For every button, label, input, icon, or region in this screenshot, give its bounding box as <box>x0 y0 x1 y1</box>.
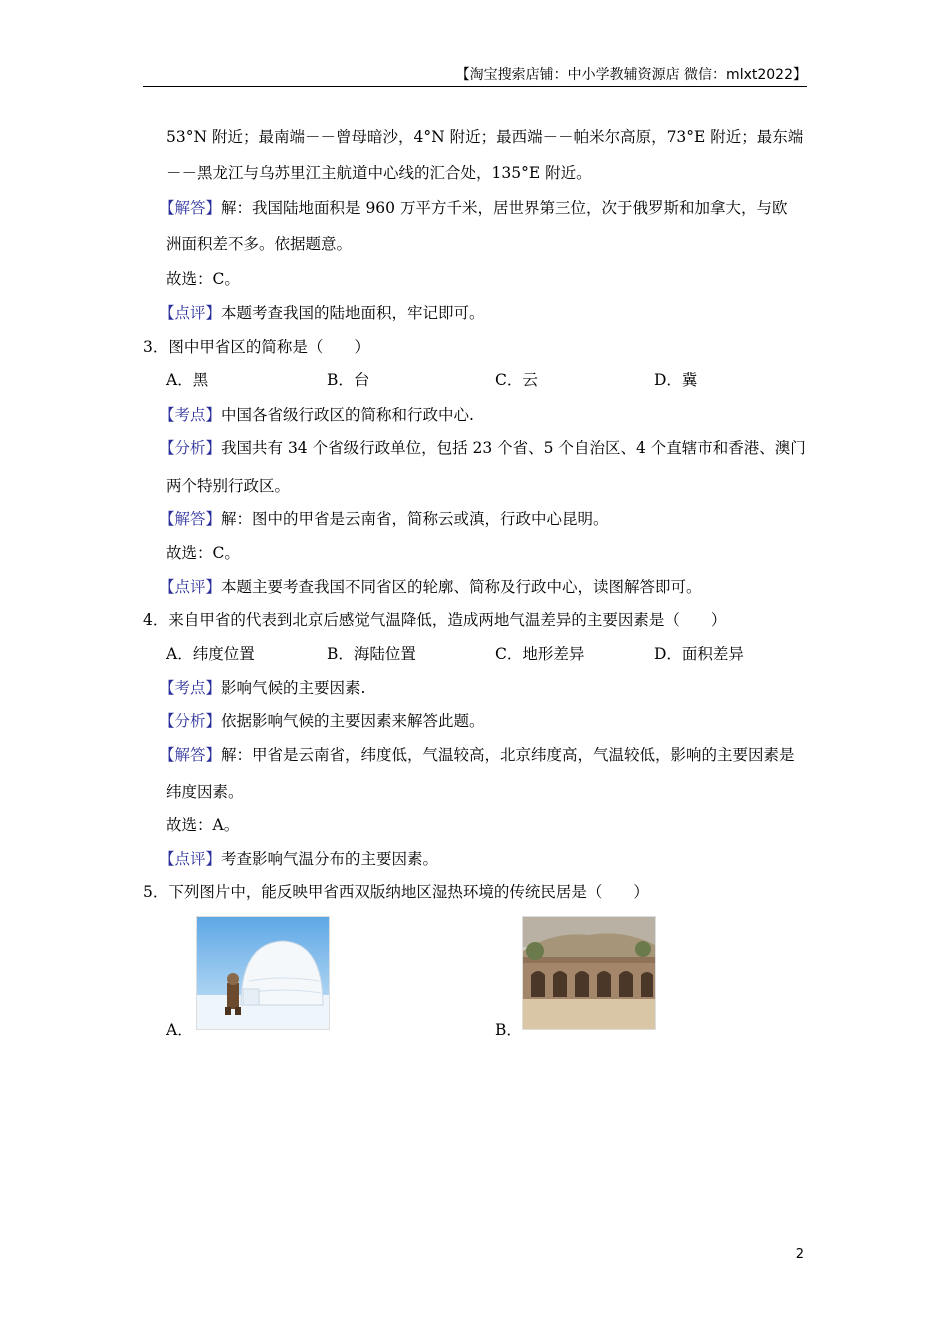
prev-comment <box>159 303 485 323</box>
q4-option-a[interactable]: A．纬度位置 <box>166 645 255 663</box>
prev-text-line-2: －－黑龙江与乌苏里江主航道中心线的汇合处，135°E 附近。 <box>166 164 592 182</box>
prev-choose: 故选：C。 <box>166 270 240 288</box>
q3-choose: 故选：C。 <box>166 544 240 562</box>
page-header <box>143 62 807 87</box>
q5-stem: 5．下列图片中，能反映甲省西双版纳地区湿热环境的传统民居是（ ） <box>143 883 649 901</box>
q4-jieda-line-2: 纬度因素。 <box>166 783 244 801</box>
answer-text: 解：我国陆地面积是 960 万平方千米，居世界第三位，次于俄罗斯和加拿大，与欧 <box>221 199 788 217</box>
q3-option-a[interactable]: A．黑 <box>166 371 209 389</box>
kaodian-text: 影响气候的主要因素. <box>221 679 366 697</box>
fenxi-tag: 【分析】 <box>159 712 222 730</box>
prev-text-line-1: 53°N 附近；最南端－－曾母暗沙，4°N 附近；最西端－－帕米尔高原，73°E 附近；最东端 <box>166 128 804 146</box>
fenxi-tag: 【分析】 <box>159 439 222 457</box>
answer-text: 解：甲省是云南省，纬度低，气温较高，北京纬度高，气温较低，影响的主要因素是 <box>221 746 795 764</box>
q4-choose: 故选：A。 <box>166 816 240 834</box>
q3-option-b[interactable]: B．台 <box>327 371 370 389</box>
kaodian-text: 中国各省级行政区的简称和行政中心. <box>221 406 474 424</box>
q3-stem: 3．图中甲省区的简称是（ ） <box>143 338 370 356</box>
answer-text: 解：图中的甲省是云南省，简称云或滇，行政中心昆明。 <box>221 510 609 528</box>
q4-fenxi <box>159 711 485 731</box>
header-text: 【淘宝搜索店铺：中小学教辅资源店 微信：mlxt2022】 <box>455 67 807 83</box>
answer-tag: 【解答】 <box>159 746 222 764</box>
q3-fenxi <box>159 438 806 458</box>
q3-fenxi-line-2: 两个特别行政区。 <box>166 477 291 495</box>
q4-option-c[interactable]: C．地形差异 <box>495 645 585 663</box>
comment-tag: 【点评】 <box>159 304 222 322</box>
q4-option-d[interactable]: D．面积差异 <box>654 645 744 663</box>
kaodian-tag: 【考点】 <box>159 406 222 424</box>
cave-dwelling-illustration <box>523 917 655 1029</box>
q4-option-b[interactable]: B．海陆位置 <box>327 645 416 663</box>
q4-stem: 4．来自甲省的代表到北京后感觉气温降低，造成两地气温差异的主要因素是（ ） <box>143 611 727 629</box>
kaodian-tag: 【考点】 <box>159 679 222 697</box>
q4-jieda <box>159 745 795 765</box>
q3-jieda <box>159 509 609 529</box>
fenxi-text: 依据影响气候的主要因素来解答此题。 <box>221 712 485 730</box>
comment-tag: 【点评】 <box>159 850 222 868</box>
q3-option-c[interactable]: C．云 <box>495 371 538 389</box>
comment-text: 本题主要考查我国不同省区的轮廓、简称及行政中心，读图解答即可。 <box>221 578 702 596</box>
q5-option-b-label[interactable]: B． <box>495 1021 522 1039</box>
q3-option-d[interactable]: D．冀 <box>654 371 698 389</box>
comment-text: 本题考查我国的陆地面积，牢记即可。 <box>221 304 485 322</box>
q3-kaodian <box>159 405 474 425</box>
q3-comment <box>159 577 702 597</box>
prev-answer-line-2: 洲面积差不多。依据题意。 <box>166 235 353 253</box>
igloo-image[interactable] <box>196 916 330 1030</box>
comment-tag: 【点评】 <box>159 578 222 596</box>
prev-answer <box>159 198 787 218</box>
igloo-illustration <box>197 917 329 1029</box>
page-number: 2 <box>795 1247 804 1262</box>
cave-dwelling-image[interactable] <box>522 916 656 1030</box>
q4-kaodian <box>159 678 365 698</box>
answer-tag: 【解答】 <box>159 510 222 528</box>
q4-comment <box>159 849 438 869</box>
answer-tag: 【解答】 <box>159 199 222 217</box>
fenxi-text: 我国共有 34 个省级行政单位，包括 23 个省、5 个自治区、4 个直辖市和香港、澳门 <box>221 439 806 457</box>
q5-option-a-label[interactable]: A． <box>166 1021 193 1039</box>
comment-text: 考查影响气温分布的主要因素。 <box>221 850 439 868</box>
